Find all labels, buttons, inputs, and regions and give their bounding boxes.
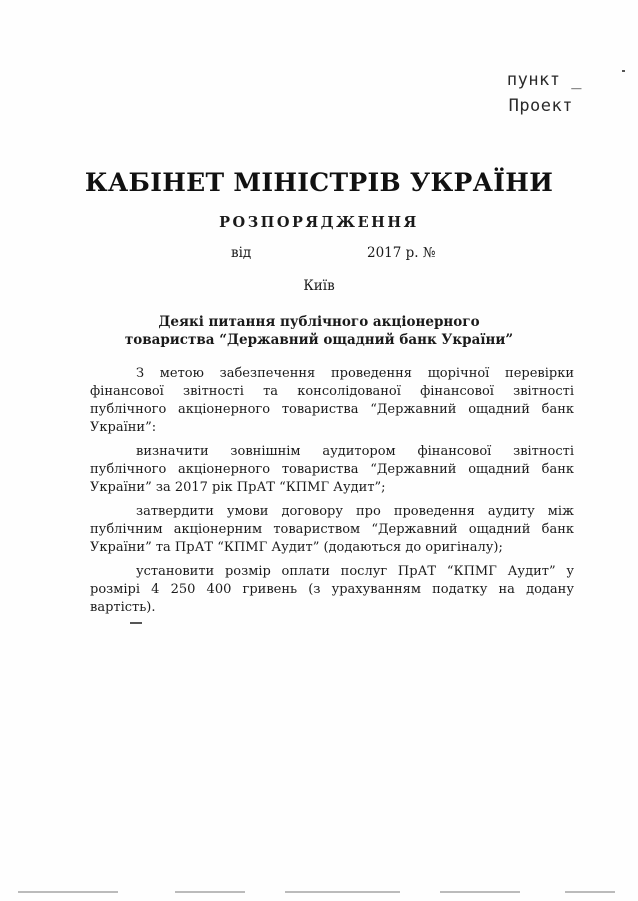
- scan-speck: [622, 70, 625, 72]
- body-paragraph-contract: затвердити умови договору про проведення аудиту між публічним акціонерним товариством “Державний ощадний банк України” та ПрАТ “КПМГ Аудит” (додаються до оригіналу);: [90, 504, 574, 555]
- scan-edge-line: [565, 891, 615, 893]
- heading-line-2: товариства “Державний ощадний банк України”: [124, 332, 514, 348]
- heading-line-1: Деякі питання публічного акціонерного: [158, 314, 480, 330]
- body-paragraph-payment: установити розмір оплати послуг ПрАТ “КПМГ Аудит” у розмірі 4 250 400 гривень (з урахуванням податку на додану вартість).: [90, 564, 574, 615]
- document-heading: [0, 313, 638, 349]
- scan-edge-line: [175, 891, 245, 893]
- scan-speck: [130, 622, 142, 624]
- document-title: КАБІНЕТ МІНІСТРІВ УКРАЇНИ: [84, 168, 554, 197]
- date-year-label: 2017 р. №: [367, 245, 436, 261]
- draft-stamp: Проект: [508, 96, 573, 116]
- document-subtitle: РОЗПОРЯДЖЕННЯ: [219, 214, 419, 231]
- scan-edge-line: [18, 891, 118, 893]
- scan-edge-line: [285, 891, 400, 893]
- city-label: Київ: [303, 278, 335, 294]
- item-stamp: пункт _: [506, 70, 582, 90]
- document-body: [90, 365, 574, 623]
- body-paragraph-auditor: визначити зовнішнім аудитором фінансової звітності публічного акціонерного товариства “Державний ощадний банк України” за 2017 рік ПрАТ “КПМГ Аудит”;: [90, 444, 574, 495]
- scan-edge-line: [440, 891, 520, 893]
- body-paragraph-intro: З метою забезпечення проведення щорічної перевірки фінансової звітності та консолідованої фінансової звітності публічного акціонерного товариства “Державний ощадний банк України”:: [90, 366, 574, 435]
- date-from-label: від: [231, 245, 252, 261]
